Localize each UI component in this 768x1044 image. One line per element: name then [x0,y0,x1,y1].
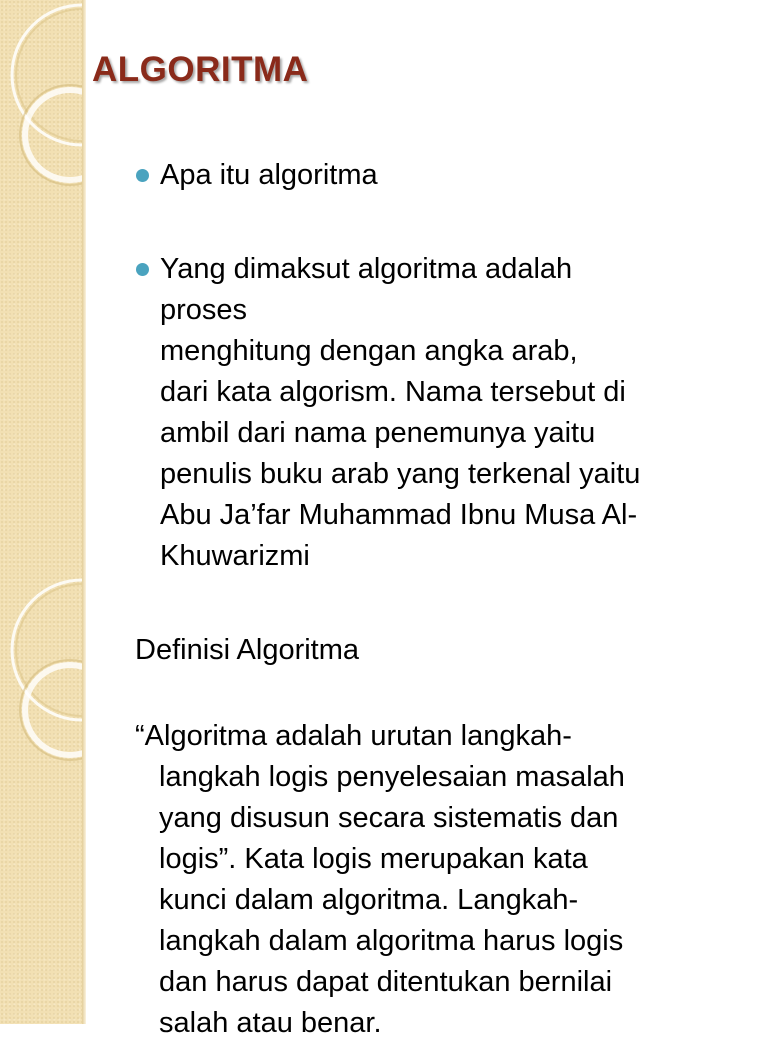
bullet-dot-icon [136,169,149,182]
bullet-text: ambil dari nama penemunya yaitu [160,417,596,449]
bullet-text: Apa itu algoritma [160,159,378,191]
bullet-text: Abu Ja’far Muhammad Ibnu Musa Al- [160,499,638,531]
definition-line: “Algoritma adalah urutan langkah- [135,720,572,752]
bullet-dot-icon [136,263,149,276]
slide-content [135,155,745,1044]
definition-line: dan harus dapat ditentukan bernilai [159,966,613,998]
definition-heading: Definisi Algoritma [135,634,360,666]
definition-line: logis”. Kata logis merupakan kata [159,843,588,875]
definition-line: salah atau benar. [159,1007,382,1039]
decorative-rings [0,0,82,1024]
bullet-text: proses [160,294,248,326]
definition-text [135,716,745,1044]
bullet-text: dari kata algorism. Nama tersebut di [160,376,626,408]
bullet-text: Khuwarizmi [160,540,310,572]
definition-line: kunci dalam algoritma. Langkah- [159,884,579,916]
definition-line: yang disusun secara sistematis dan [159,802,619,834]
decorative-side-panel [0,0,82,1024]
bullet-text: penulis buku arab yang terkenal yaitu [160,458,641,490]
bullet-item [135,155,745,196]
bullet-item [135,249,745,577]
slide-title: ALGORITMA [92,50,309,89]
definition-line: langkah logis penyelesaian masalah [159,761,625,793]
definition-line: langkah dalam algoritma harus logis [159,925,624,957]
side-panel-edge [82,0,86,1024]
bullet-text: menghitung dengan angka arab, [160,335,578,367]
bullet-text: Yang dimaksut algoritma adalah [160,253,573,285]
